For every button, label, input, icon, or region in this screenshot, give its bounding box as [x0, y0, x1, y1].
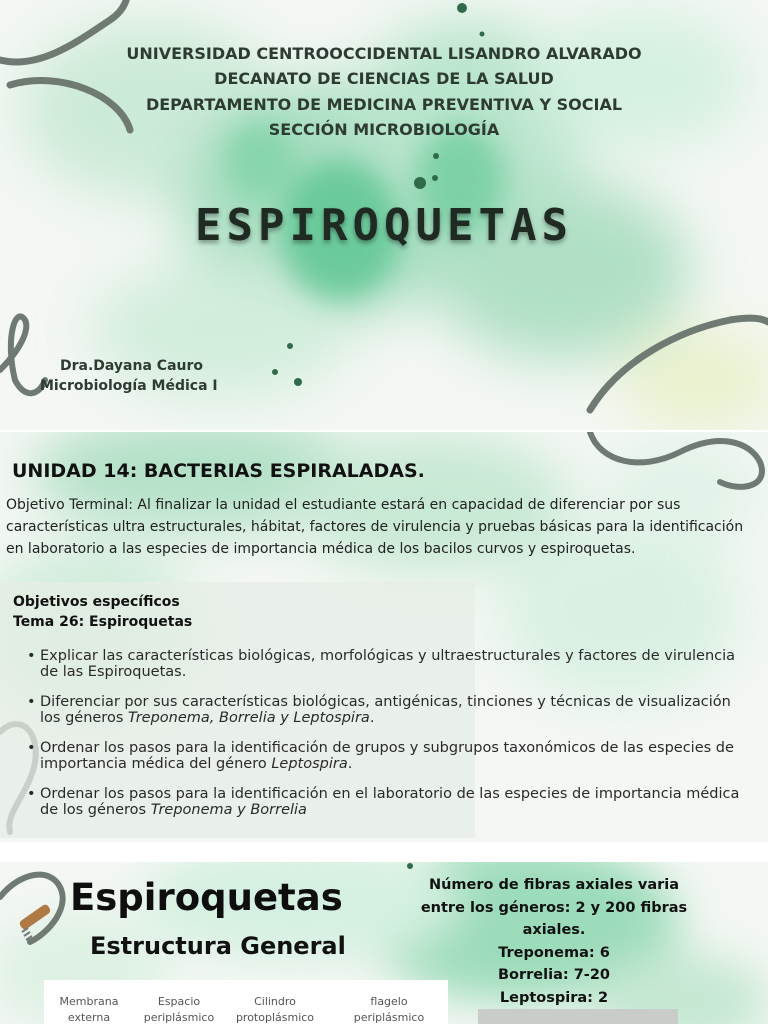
course-name: Microbiología Médica I [40, 378, 218, 394]
diagram-label-periplasmic-space: Espacio periplásmico [143, 995, 215, 1024]
specific-objectives-heading: Objetivos específicos [13, 594, 180, 610]
topic-heading: Tema 26: Espiroquetas [13, 614, 193, 630]
institution-line-2: DECANATO DE CIENCIAS DE LA SALUD [214, 69, 554, 88]
list-item: • Explicar las características biológicas, morfológicas y ultraestructurales y factores de virulencia de las Espiroquetas. [40, 648, 740, 680]
diagram-label-outer-membrane: Membrana externa [59, 995, 119, 1024]
institution-line-3: DEPARTAMENTO DE MEDICINA PREVENTIVA Y SOCIAL [145, 95, 623, 114]
presentation-title: ESPIROQUETAS [195, 200, 573, 251]
diagram-label-protoplasmic-cylinder: Cilindro protoplásmico [235, 995, 315, 1024]
corkscrew-icon [10, 892, 60, 942]
unit-title: UNIDAD 14: BACTERIAS ESPIRALADAS. [12, 460, 425, 482]
terminal-objective: Objetivo Terminal: Al finalizar la unidad el estudiante estará en capacidad de diferenciar por sus características ultra estructurales, hábitat, factores de virulencia y pruebas básicas para la identificación en laboratorio a las especies de importancia médica de los bacilos curvos y espiroquetas. [6, 497, 744, 557]
micrograph-image [478, 1009, 678, 1024]
institution-line-1: UNIVERSIDAD CENTROOCCIDENTAL LISANDRO ALVARADO [126, 44, 642, 63]
diagram-label-periplasmic-flagellum: flagelo periplásmico [353, 995, 425, 1024]
title-slide [0, 0, 768, 430]
section-title: Espiroquetas [70, 876, 343, 919]
list-item: • Ordenar los pasos para la identificación de grupos y subgrupos taxonómicos de las especies de importancia médica del género Leptospira. [40, 740, 740, 772]
objectives-list [0, 648, 740, 832]
structure-diagram [44, 980, 448, 1024]
structure-slide [0, 862, 768, 1024]
section-subtitle: Estructura General [90, 932, 346, 960]
author-name: Dra.Dayana Cauro [60, 358, 204, 374]
objectives-slide [0, 432, 768, 842]
axial-fibers-info: Número de fibras axiales varia entre los géneros: 2 y 200 fibras axiales. Treponema: 6 Borrelia: 7-20 Leptospira: 2 [420, 877, 688, 1006]
list-item: • Diferenciar por sus características biológicas, antigénicas, tinciones y técnicas de visualización los géneros Treponema, Borrelia y Leptospira. [40, 694, 740, 726]
institution-line-4: SECCIÓN MICROBIOLOGÍA [268, 120, 500, 139]
list-item: • Ordenar los pasos para la identificación en el laboratorio de las especies de importancia médica de los géneros Treponema y Borrelia [40, 786, 740, 818]
